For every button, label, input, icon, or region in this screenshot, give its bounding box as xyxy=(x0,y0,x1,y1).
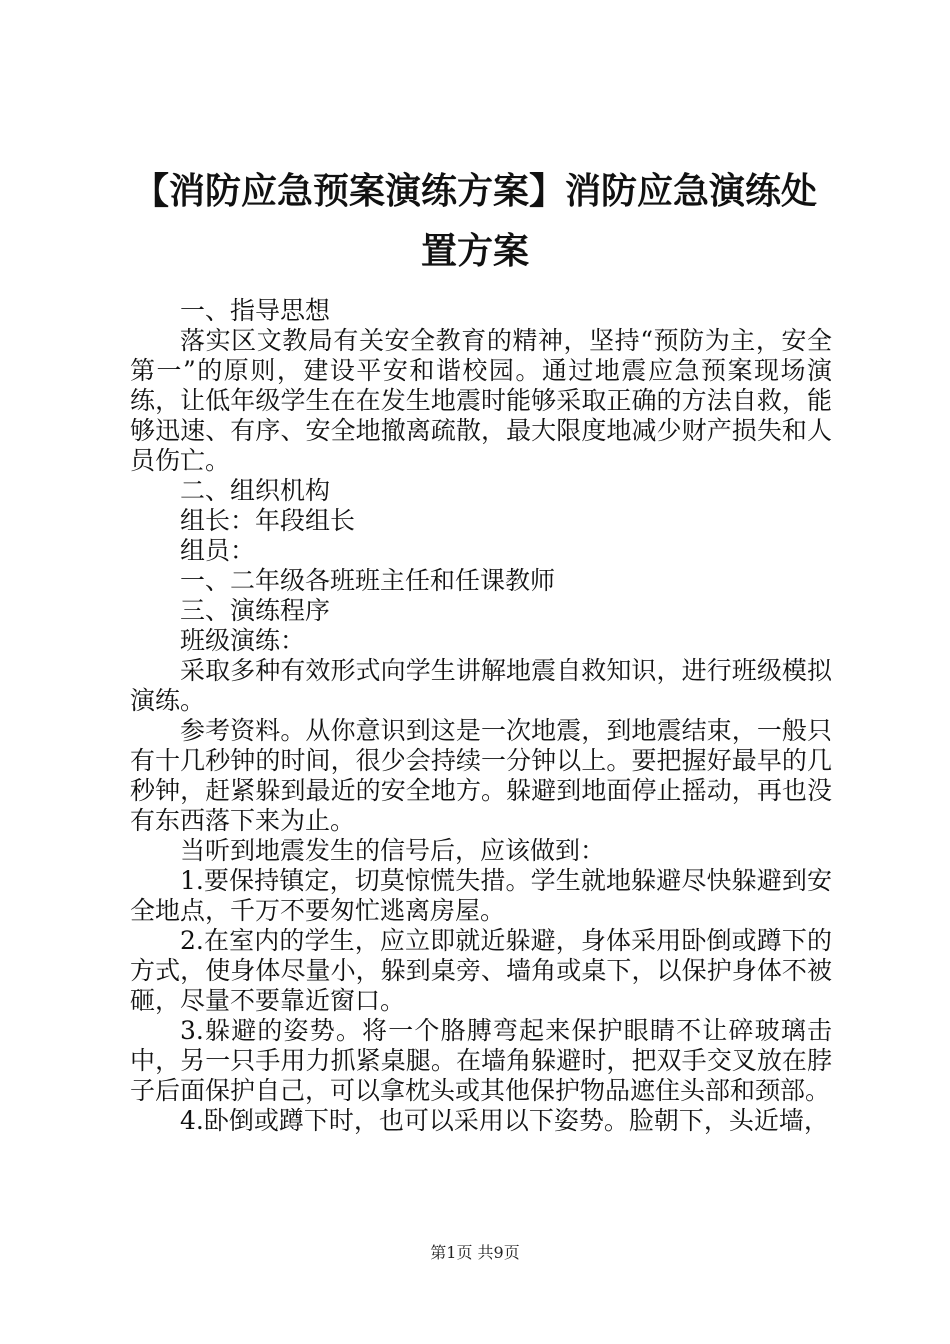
section-heading-drill-procedure: 三、演练程序 xyxy=(180,596,331,625)
body-paragraph: 参考资料。从你意识到这是一次地震，到地震结束，一般只有十几秒钟的时间，很少会持续一分钟以上。要把握好最早的几秒钟，赶紧躲到最近的安全地方。躲避到地面停止摇动，再也没有东西落下来为止。 xyxy=(130,716,832,835)
document-title: 【消防应急预案演练方案】消防应急演练处置方案 xyxy=(132,171,817,272)
body-paragraph: 组员： xyxy=(180,536,256,565)
list-item: 2.在室内的学生，应立即就近躲避，身体采用卧倒或蹲下的方式，使身体尽量小，躲到桌旁、墙角或桌下，以保护身体不被砸，尽量不要靠近窗口。 xyxy=(130,926,832,1015)
list-item: 3.躲避的姿势。将一个胳膊弯起来保护眼睛不让碎玻璃击中，另一只手用力抓紧桌腿。在墙角躲避时，把双手交叉放在脖子后面保护自己，可以拿枕头或其他保护物品遮住头部和颈部。 xyxy=(130,1016,832,1105)
list-item: 4.卧倒或蹲下时，也可以采用以下姿势。脸朝下，头近墙， xyxy=(180,1106,829,1135)
body-paragraph: 组长：年段组长 xyxy=(180,506,356,535)
body-paragraph: 当听到地震发生的信号后，应该做到： xyxy=(180,836,606,865)
list-item: 1.要保持镇定，切莫惊慌失措。学生就地躲避尽快躲避到安全地点，千万不要匆忙逃离房屋。 xyxy=(130,866,832,925)
section-heading-guiding-ideology: 一、指导思想 xyxy=(180,296,331,325)
section-heading-organization: 二、组织机构 xyxy=(180,476,331,505)
document-body xyxy=(130,296,832,1136)
body-paragraph: 班级演练： xyxy=(180,626,306,655)
page-footer: 第1页 共9页 xyxy=(430,1243,520,1262)
body-paragraph: 一、二年级各班班主任和任课教师 xyxy=(180,566,556,595)
body-paragraph: 采取多种有效形式向学生讲解地震自救知识，进行班级模拟演练。 xyxy=(130,656,832,715)
body-paragraph: 落实区文教局有关安全教育的精神，坚持“预防为主，安全第一”的原则，建设平安和谐校园。通过地震应急预案现场演练，让低年级学生在在发生地震时能够采取正确的方法自救，能够迅速、有序、安全地撤离疏散，最大限度地减少财产损失和人员伤亡。 xyxy=(130,326,832,475)
